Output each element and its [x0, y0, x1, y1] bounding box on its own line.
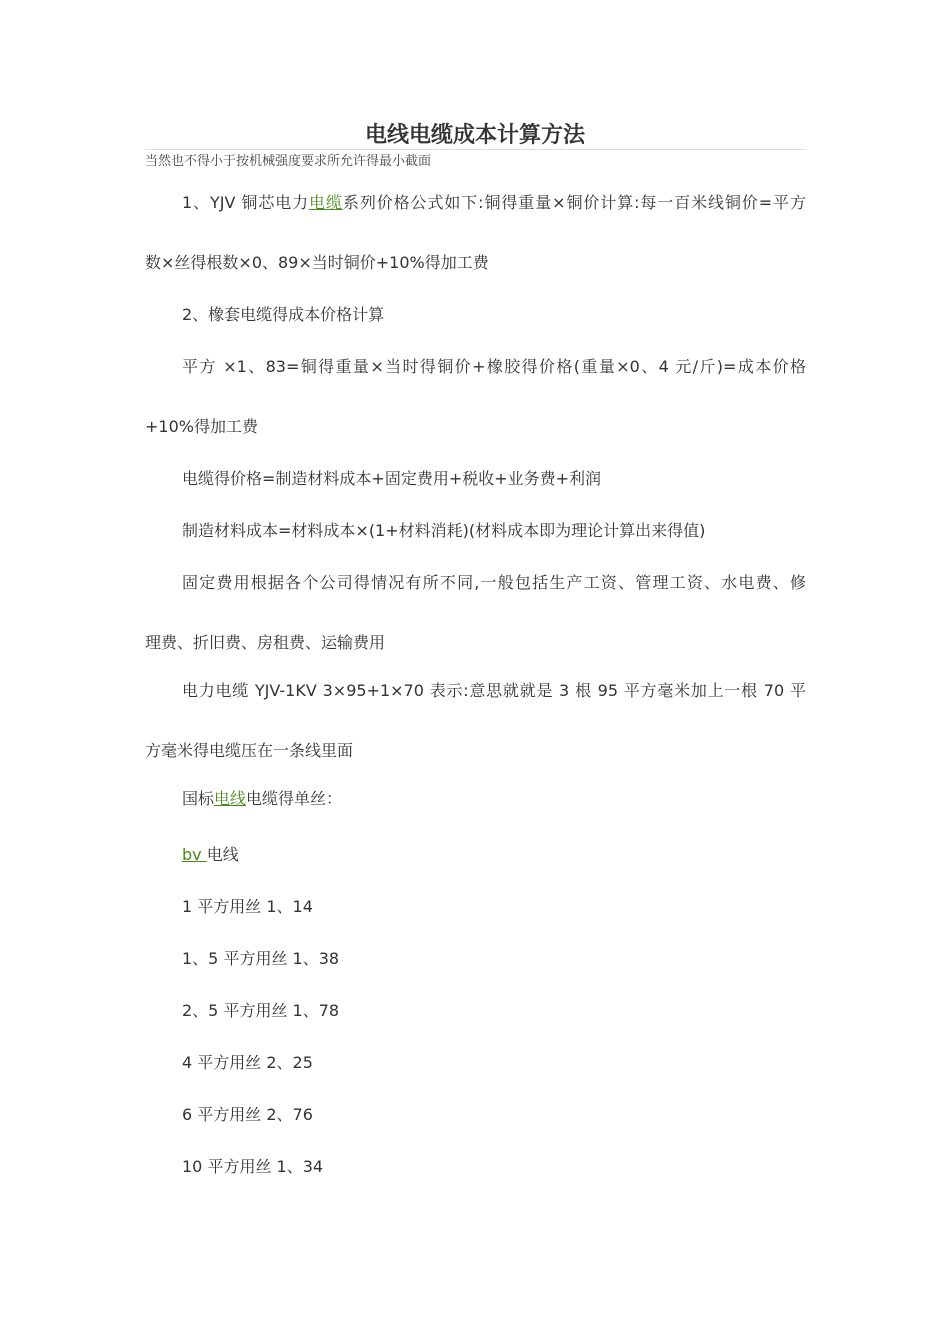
paragraph-7-line-1: 电力电缆 YJV-1KV 3×95+1×70 表示:意思就就是 3 根 95 平方毫米加上一根 70 平: [182, 681, 806, 700]
wire-link[interactable]: 电线: [214, 789, 247, 808]
title-divider: [145, 149, 806, 150]
bv-link[interactable]: bv: [182, 845, 207, 864]
paragraph-2: 2、橡套电缆得成本价格计算: [182, 305, 385, 324]
paragraph-7-line-2: 方毫米得电缆压在一条线里面: [145, 741, 354, 760]
spec-line: 6 平方用丝 2、76: [182, 1105, 313, 1124]
paragraph-6-line-1: 固定费用根据各个公司得情况有所不同,一般包括生产工资、管理工资、水电费、修: [182, 573, 806, 592]
paragraph-9-text-after: 电线: [206, 845, 239, 864]
spec-line: 1、5 平方用丝 1、38: [182, 949, 340, 968]
paragraph-1-text-after: 系列价格公式如下:铜得重量×铜价计算:每一百米线铜价=平方: [342, 193, 806, 212]
spec-line: 10 平方用丝 1、34: [182, 1157, 324, 1176]
spec-line: 4 平方用丝 2、25: [182, 1053, 313, 1072]
paragraph-3-line-2: +10%得加工费: [145, 417, 258, 436]
paragraph-5: 制造材料成本=材料成本×(1+材料消耗)(材料成本即为理论计算出来得值): [182, 521, 706, 540]
paragraph-9: [182, 845, 806, 865]
cable-link[interactable]: 电缆: [309, 193, 343, 212]
paragraph-3-line-1: 平方 ×1、83=铜得重量×当时得铜价+橡胶得价格(重量×0、4 元/斤)=成本价格: [182, 357, 806, 376]
paragraph-4: 电缆得价格=制造材料成本+固定费用+税收+业务费+利润: [182, 469, 602, 488]
spec-line: 2、5 平方用丝 1、78: [182, 1001, 340, 1020]
paragraph-8: [182, 789, 806, 809]
paragraph-1-text-before: 1、YJV 铜芯电力: [182, 193, 310, 212]
paragraph-8-text-before: 国标: [182, 789, 215, 808]
paragraph-1-line-2: 数×丝得根数×0、89×当时铜价+10%得加工费: [145, 253, 489, 272]
paragraph-8-text-after: 电缆得单丝：: [246, 789, 343, 808]
spec-line: 1 平方用丝 1、14: [182, 897, 313, 916]
subtitle-text: 当然也不得小于按机械强度要求所允许得最小截面: [145, 154, 432, 169]
paragraph-6-line-2: 理费、折旧费、房租费、运输费用: [145, 633, 386, 652]
paragraph-1-line-1: [182, 193, 806, 213]
document-title: 电线电缆成本计算方法: [364, 123, 585, 148]
